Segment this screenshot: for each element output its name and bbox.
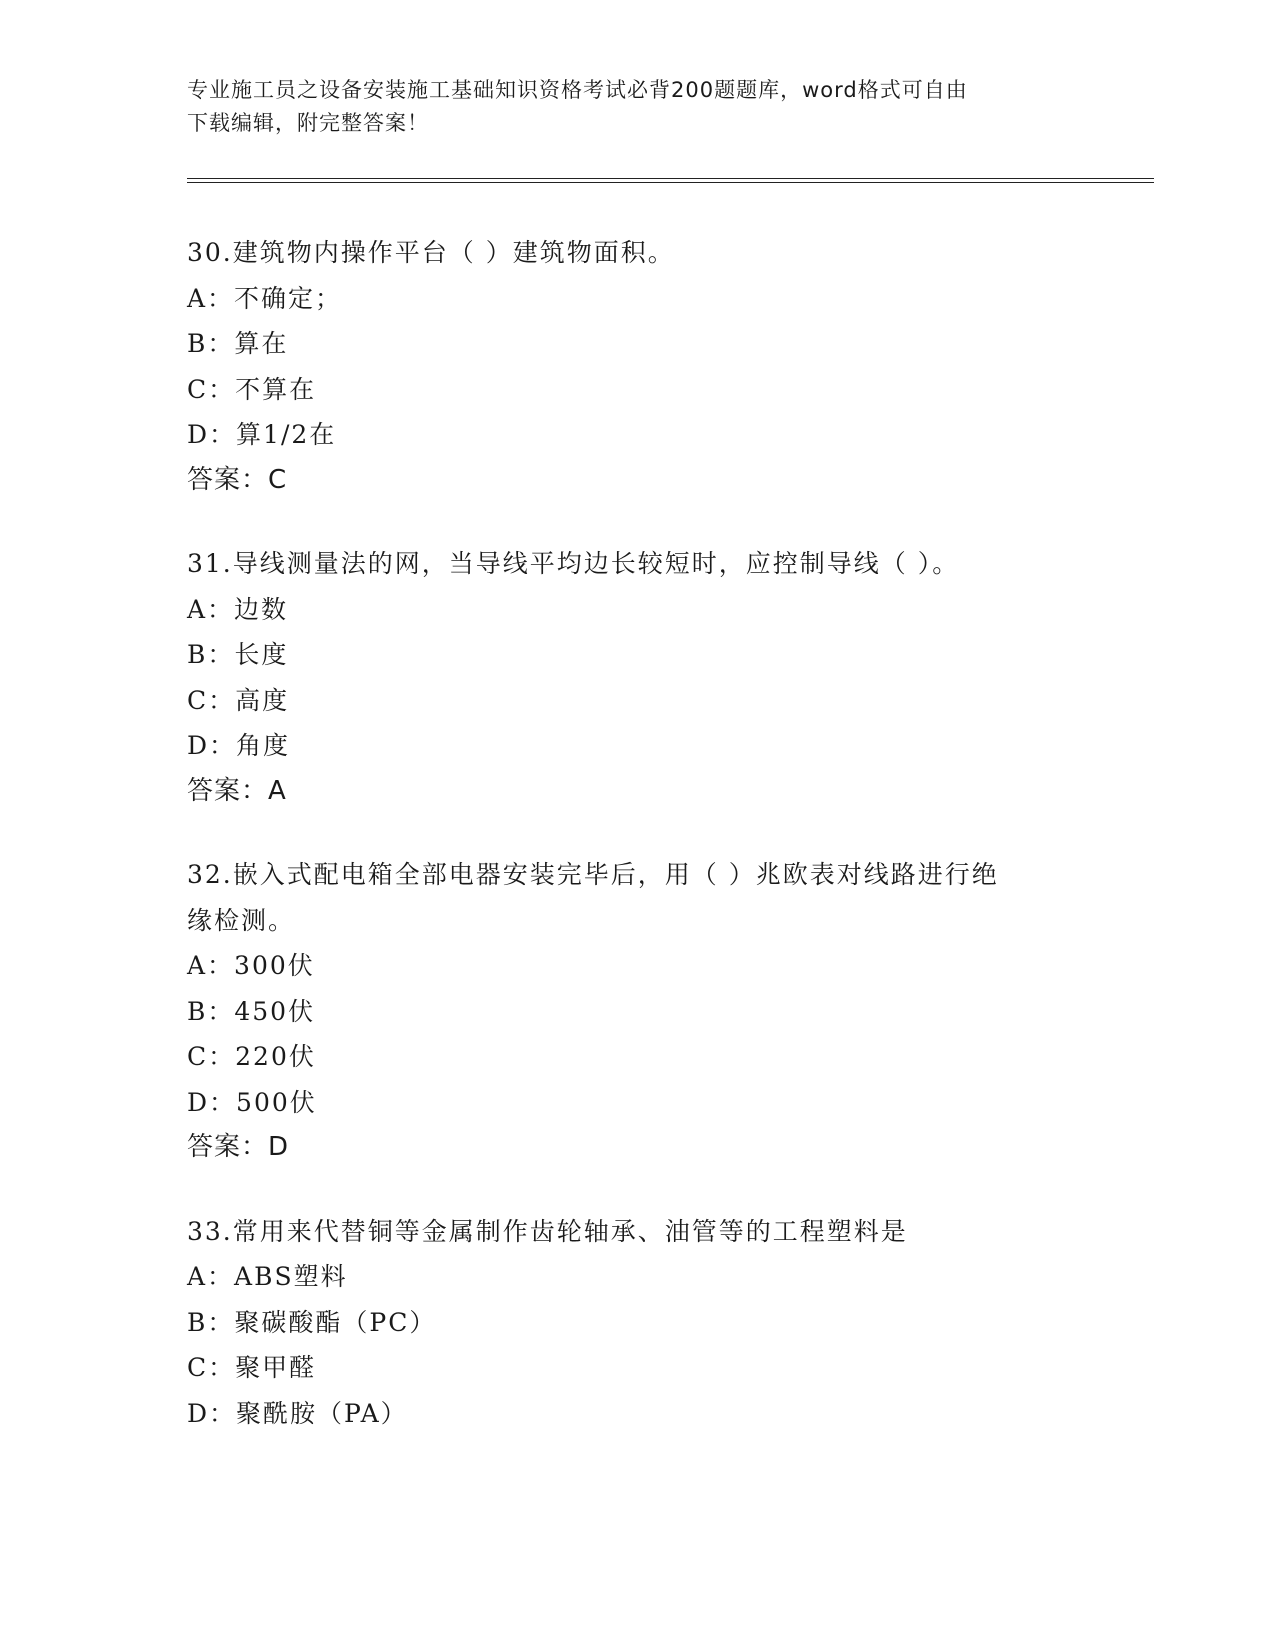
question-text: 30.建筑物内操作平台（ ）建筑物面积。	[187, 238, 675, 267]
question-text: 31.导线测量法的网，当导线平均边长较短时，应控制导线（ ）。	[187, 549, 960, 578]
option-d: D：算1/2在	[187, 420, 337, 449]
option-b: B：算在	[187, 329, 289, 358]
option-a: A：不确定；	[187, 283, 343, 313]
document-header	[187, 74, 1067, 140]
option-c: C：高度	[187, 685, 290, 715]
question-text: 32.嵌入式配电箱全部电器安装完毕后，用（ ）兆欧表对线路进行绝	[187, 860, 999, 889]
header-line-1: 专业施工员之设备安装施工基础知识资格考试必背200题题库，word格式可自由	[187, 78, 968, 102]
header-line-2: 下载编辑，附完整答案！	[187, 111, 429, 135]
header-divider	[187, 178, 1154, 183]
question-text: 33.常用来代替铜等金属制作齿轮轴承、油管等的工程塑料是	[187, 1216, 908, 1246]
answer: 答案：A	[187, 775, 287, 806]
option-d: D：聚酰胺（PA）	[187, 1398, 408, 1428]
option-b: B：450伏	[187, 996, 316, 1026]
option-d: D：500伏	[187, 1087, 317, 1117]
option-d: D：角度	[187, 731, 291, 760]
option-b: B：长度	[187, 640, 289, 669]
question-33	[187, 1209, 1087, 1437]
option-c: C：聚甲醛	[187, 1353, 317, 1382]
question-32	[187, 852, 1087, 1171]
answer: 答案：C	[187, 464, 288, 495]
option-a: A：边数	[187, 594, 289, 624]
answer: 答案：D	[187, 1132, 290, 1162]
option-a: A：300伏	[187, 951, 315, 980]
question-30	[187, 230, 1087, 503]
question-list	[187, 230, 1087, 1474]
option-c: C：不算在	[187, 374, 317, 404]
option-a: A：ABS塑料	[187, 1262, 348, 1291]
option-b: B：聚碳酸酯（PC）	[187, 1307, 437, 1337]
option-c: C：220伏	[187, 1042, 316, 1071]
question-text-continued: 缘检测。	[187, 905, 296, 935]
question-31	[187, 541, 1087, 814]
